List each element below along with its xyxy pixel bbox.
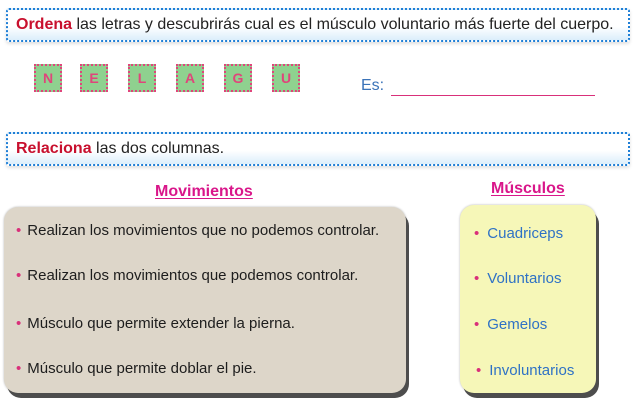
- answer-blank[interactable]: [391, 95, 595, 96]
- movimiento-text: Músculo que permite doblar el pie.: [27, 360, 257, 377]
- letter-tile[interactable]: L: [128, 64, 156, 92]
- bullet-icon: •: [474, 225, 480, 242]
- movimiento-item[interactable]: [16, 360, 257, 377]
- bullet-icon: •: [474, 316, 480, 333]
- movimiento-item[interactable]: [16, 267, 358, 284]
- bullet-icon: •: [16, 315, 22, 332]
- musculo-item[interactable]: [474, 316, 547, 333]
- movimientos-box: [4, 207, 406, 393]
- letter-tile[interactable]: A: [176, 64, 204, 92]
- movimiento-text: Músculo que permite extender la pierna.: [27, 315, 295, 332]
- bullet-icon: •: [474, 270, 480, 287]
- musculo-text: Involuntarios: [489, 362, 575, 379]
- instruction-keyword: Relaciona: [16, 140, 92, 157]
- musculo-text: Cuadriceps: [487, 225, 564, 242]
- bullet-icon: •: [16, 267, 22, 284]
- movimiento-item[interactable]: [16, 222, 379, 239]
- movimiento-item[interactable]: [16, 315, 295, 332]
- movimiento-text: Realizan los movimientos que podemos controlar.: [27, 267, 359, 284]
- instruction-banner-relaciona: [6, 132, 630, 166]
- musculos-box: [460, 205, 596, 393]
- musculo-text: Voluntarios: [487, 270, 562, 287]
- musculo-item[interactable]: [474, 225, 563, 242]
- musculos-title: Músculos: [491, 180, 565, 197]
- musculo-text: Gemelos: [487, 316, 548, 333]
- instruction-keyword: Ordena: [16, 16, 73, 33]
- letter-tile[interactable]: E: [80, 64, 108, 92]
- instruction-text: las letras y descubrirás cual es el músculo voluntario más fuerte del cuerpo.: [72, 16, 614, 33]
- instruction-text: las dos columnas.: [91, 140, 225, 157]
- movimientos-title: Movimientos: [155, 183, 253, 200]
- instruction-banner-ordena: [6, 8, 630, 42]
- letter-tile[interactable]: N: [34, 64, 62, 92]
- answer-label: Es:: [361, 77, 385, 94]
- bullet-icon: •: [16, 360, 22, 377]
- bullet-icon: •: [16, 222, 22, 239]
- musculo-item[interactable]: [476, 362, 574, 379]
- bullet-icon: •: [476, 362, 482, 379]
- letter-tile[interactable]: G: [224, 64, 252, 92]
- movimiento-text: Realizan los movimientos que no podemos controlar.: [27, 222, 380, 239]
- musculo-item[interactable]: [474, 270, 561, 287]
- letter-tile[interactable]: U: [272, 64, 300, 92]
